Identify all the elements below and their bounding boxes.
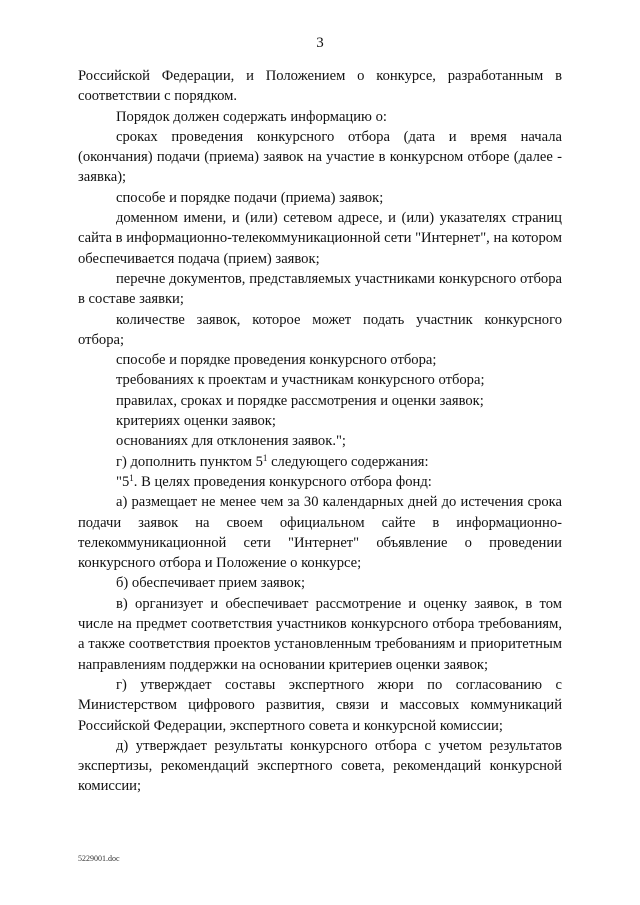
paragraph-13-post: следующего содержания: xyxy=(267,453,429,470)
paragraph-5: доменном имени, и (или) сетевом адресе, и (или) указателях страниц сайта в информационно-телекоммуникационной сети "Интернет", на котором обеспечивается подача (прием) заявок; xyxy=(78,210,562,267)
paragraph-19: д) утверждает результаты конкурсного отбора с учетом результатов экспертизы, рекомендаций экспертного совета, рекомендаций конкурсной комиссии; xyxy=(78,737,562,795)
paragraph-13-pre: г) дополнить пунктом 5 xyxy=(116,453,263,470)
paragraph-4: способе и порядке подачи (приема) заявок; xyxy=(116,189,384,206)
paragraph-2: Порядок должен содержать информацию о: xyxy=(116,108,387,125)
superscript-marker: 1 xyxy=(129,472,134,483)
paragraph-11: критериях оценки заявок; xyxy=(116,413,276,430)
page-number: 3 xyxy=(316,35,324,51)
paragraph-14 xyxy=(78,472,562,492)
paragraph-8: способе и порядке проведения конкурсного отбора; xyxy=(116,352,437,369)
document-file-code: 5229001.doc xyxy=(78,854,120,863)
paragraph-10: правилах, сроках и порядке рассмотрения и оценки заявок; xyxy=(116,392,484,409)
paragraph-13 xyxy=(78,452,562,472)
paragraph-12: основаниях для отклонения заявок."; xyxy=(116,433,346,450)
document-body xyxy=(78,66,562,797)
paragraph-15: а) размещает не менее чем за 30 календарных дней до истечения срока подачи заявок на своем официальном сайте в информационно-телекоммуникационной сети "Интернет" объявление о проведении конкурсного отбора и Положение о конкурсе; xyxy=(78,494,562,572)
paragraph-17: в) организует и обеспечивает рассмотрение и оценку заявок, в том числе на предмет соответствия участников конкурсного отбора требованиям, а также соответствия проектов установленным требованиям и приоритетным направлениям поддержки на основании критериев оценки заявок; xyxy=(78,595,562,673)
paragraph-16: б) обеспечивает прием заявок; xyxy=(116,575,305,592)
paragraph-18: г) утверждает составы экспертного жюри по согласованию с Министерством цифрового развития, связи и массовых коммуникаций Российской Федерации, экспертного совета и конкурсной комиссии; xyxy=(78,676,562,734)
paragraph-14-post: . В целях проведения конкурсного отбора фонд: xyxy=(133,473,432,490)
paragraph-3: сроках проведения конкурсного отбора (дата и время начала (окончания) подачи (приема) заявок на участие в конкурсном отборе (далее - заявка); xyxy=(78,128,562,186)
paragraph-14-pre: "5 xyxy=(116,473,130,490)
paragraph-1: Российской Федерации, и Положением о конкурсе, разработанным в соответствии с порядком. xyxy=(78,68,562,105)
paragraph-6: перечне документов, представляемых участниками конкурсного отбора в составе заявки; xyxy=(78,270,562,308)
superscript-marker: 1 xyxy=(262,452,268,463)
paragraph-7: количестве заявок, которое может подать участник конкурсного отбора; xyxy=(78,311,562,348)
paragraph-9: требованиях к проектам и участникам конкурсного отбора; xyxy=(116,372,485,389)
